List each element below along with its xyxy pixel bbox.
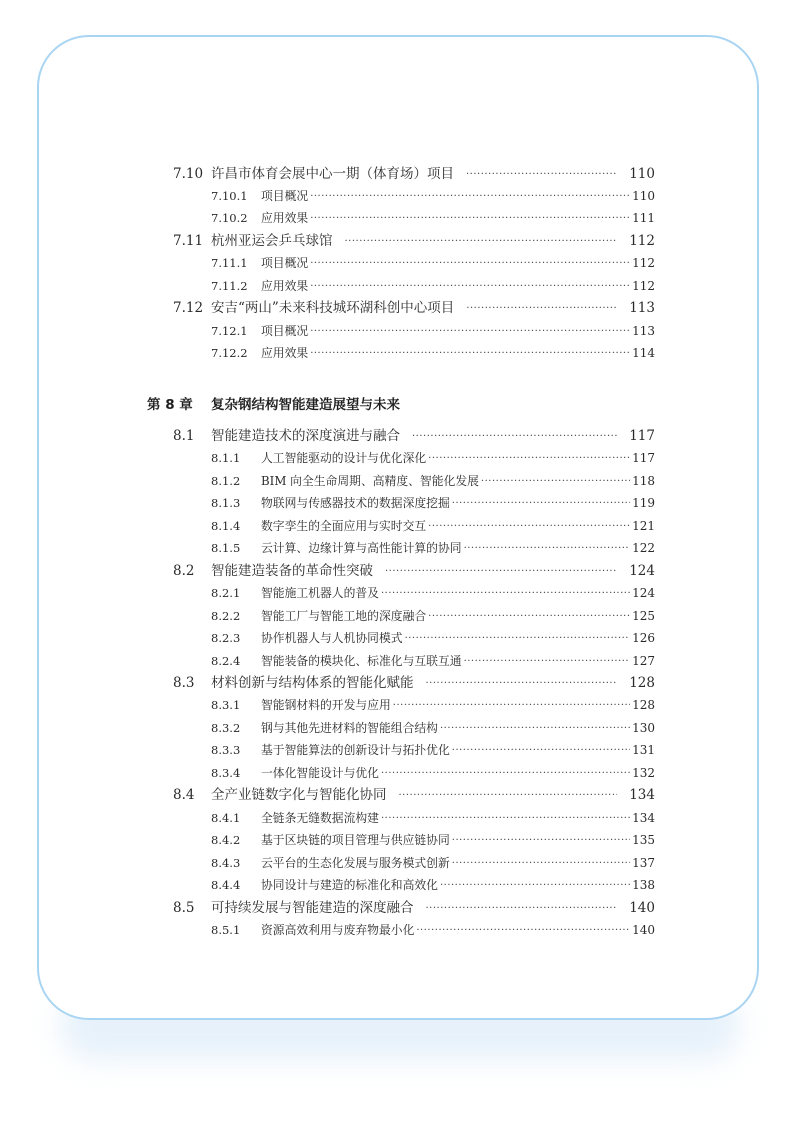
entry-page: 124 <box>632 586 655 600</box>
entry-page: 111 <box>632 211 655 225</box>
dot-leader <box>381 763 630 785</box>
entry-title: 杭州亚运会乒乓球馆 <box>211 233 333 249</box>
entry-title: 项目概况 <box>261 256 309 270</box>
toc-entry-7-11[interactable] <box>173 230 655 252</box>
entry-number: 8.1.5 <box>211 541 241 555</box>
dot-leader <box>416 920 630 942</box>
entry-number: 7.11.2 <box>211 279 248 293</box>
dot-leader <box>310 321 630 343</box>
entry-title: 项目概况 <box>261 324 309 338</box>
toc-entry-8-4-2[interactable] <box>211 829 655 851</box>
toc-entry-8-2-2[interactable] <box>211 605 655 627</box>
entry-title: 数字孪生的全面应用与实时交互 <box>261 519 427 533</box>
entry-number: 7.11.1 <box>211 256 248 270</box>
entry-number: 8.2 <box>173 563 195 579</box>
entry-title: 项目概况 <box>261 189 309 203</box>
entry-page: 112 <box>629 233 655 249</box>
entry-page: 130 <box>632 721 655 735</box>
dot-leader <box>426 673 618 695</box>
entry-title: 人工智能驱动的设计与优化深化 <box>261 451 427 465</box>
entry-page: 124 <box>629 563 655 579</box>
dot-leader <box>428 516 630 538</box>
dot-leader <box>393 695 630 717</box>
entry-number: 7.11 <box>173 233 204 249</box>
dot-leader <box>381 808 630 830</box>
toc-entry-8-1-5[interactable] <box>211 537 655 559</box>
toc-entry-8-3[interactable] <box>173 672 655 694</box>
entry-title: 可持续发展与智能建造的深度融合 <box>211 900 414 916</box>
dot-leader <box>452 740 630 762</box>
toc-entry-7-11-1[interactable] <box>211 252 655 274</box>
entry-page: 121 <box>632 519 655 533</box>
entry-page: 117 <box>632 451 655 465</box>
entry-number: 7.12.1 <box>211 324 248 338</box>
toc-entry-8-1-4[interactable] <box>211 515 655 537</box>
toc-entry-8-4-3[interactable] <box>211 852 655 874</box>
dot-leader <box>481 471 630 493</box>
dot-leader <box>385 561 617 583</box>
entry-page: 114 <box>632 346 655 360</box>
entry-title: 智能工厂与智能工地的深度融合 <box>261 609 427 623</box>
entry-page: 125 <box>632 609 655 623</box>
entry-number: 8.3 <box>173 675 195 691</box>
entry-title: 智能建造装备的革命性突破 <box>211 563 373 579</box>
dot-leader <box>310 276 630 298</box>
toc-entry-8-3-4[interactable] <box>211 762 655 784</box>
toc-entry-7-10[interactable] <box>173 163 655 185</box>
toc-entry-7-12-1[interactable] <box>211 320 655 342</box>
entry-page: 113 <box>629 300 655 316</box>
entry-title: 基于智能算法的创新设计与拓扑优化 <box>261 743 450 757</box>
entry-page: 112 <box>632 256 655 270</box>
entry-page: 138 <box>632 878 655 892</box>
entry-title: 安吉“两山”未来科技城环湖科创中心项目 <box>211 300 455 316</box>
toc-entry-8-2[interactable] <box>173 560 655 582</box>
entry-page: 137 <box>632 856 655 870</box>
entry-number: 7.12 <box>173 300 204 316</box>
dot-leader <box>412 426 617 448</box>
toc-entry-8-3-3[interactable] <box>211 739 655 761</box>
entry-number: 8.3.3 <box>211 743 241 757</box>
entry-number: 7.10 <box>173 166 204 182</box>
entry-title: 智能建造技术的深度演进与融合 <box>211 428 400 444</box>
toc-entry-7-10-2[interactable] <box>211 207 655 229</box>
entry-title: 钢与其他先进材料的智能组合结构 <box>261 721 438 735</box>
dot-leader <box>428 448 630 470</box>
entry-number: 8.4 <box>173 787 195 803</box>
entry-number: 8.3.1 <box>211 698 241 712</box>
dot-leader <box>310 208 630 230</box>
dot-leader <box>464 538 631 560</box>
entry-page: 140 <box>629 900 655 916</box>
entry-number: 8.1.1 <box>211 451 241 465</box>
entry-number: 8.1.3 <box>211 496 241 510</box>
entry-number: 8.1.4 <box>211 519 241 533</box>
entry-number: 7.10.2 <box>211 211 248 225</box>
dot-leader <box>310 253 630 275</box>
entry-title: 物联网与传感器技术的数据深度挖掘 <box>261 496 450 510</box>
chapter-heading[interactable] <box>147 392 400 414</box>
toc-entry-8-5-1[interactable] <box>211 919 655 941</box>
entry-title: 全产业链数字化与智能化协同 <box>211 787 387 803</box>
entry-number: 8.2.3 <box>211 631 241 645</box>
chapter-number: 第 8 章 <box>147 397 193 413</box>
entry-title: 资源高效利用与废弃物最小化 <box>261 923 415 937</box>
entry-page: 126 <box>632 631 655 645</box>
toc-entry-8-2-3[interactable] <box>211 627 655 649</box>
entry-title: 协作机器人与人机协同模式 <box>261 631 403 645</box>
entry-title: 智能施工机器人的普及 <box>261 586 379 600</box>
dot-leader <box>310 186 630 208</box>
entry-number: 8.2.2 <box>211 609 241 623</box>
entry-number: 7.10.1 <box>211 189 248 203</box>
dot-leader <box>440 875 630 897</box>
entry-number: 8.5.1 <box>211 923 241 937</box>
toc-entry-7-10-1[interactable] <box>211 185 655 207</box>
entry-page: 134 <box>632 811 655 825</box>
dot-leader <box>440 718 630 740</box>
entry-title: 应用效果 <box>261 279 309 293</box>
entry-page: 110 <box>629 166 655 182</box>
toc-entry-8-1-2[interactable] <box>211 470 655 492</box>
entry-number: 8.2.1 <box>211 586 241 600</box>
dot-leader <box>466 298 617 320</box>
entry-page: 135 <box>632 833 655 847</box>
toc-entry-8-3-1[interactable] <box>211 694 655 716</box>
toc-entry-8-1-3[interactable] <box>211 492 655 514</box>
toc-entry-8-2-4[interactable] <box>211 650 655 672</box>
dot-leader <box>452 493 630 515</box>
entry-title: 云平台的生态化发展与服务模式创新 <box>261 856 450 870</box>
dot-leader <box>426 898 618 920</box>
entry-page: 117 <box>629 428 655 444</box>
entry-title: BIM 向全生命周期、高精度、智能化发展 <box>261 474 479 488</box>
entry-number: 8.3.4 <box>211 766 241 780</box>
toc-entry-8-2-1[interactable] <box>211 582 655 604</box>
entry-title: 材料创新与结构体系的智能化赋能 <box>211 675 414 691</box>
toc-entry-8-5[interactable] <box>173 897 655 919</box>
entry-number: 8.1.2 <box>211 474 241 488</box>
entry-number: 8.4.2 <box>211 833 241 847</box>
entry-title: 应用效果 <box>261 346 309 360</box>
entry-number: 8.5 <box>173 900 195 916</box>
toc-entry-8-4[interactable] <box>173 784 655 806</box>
dot-leader <box>428 606 630 628</box>
toc-entry-8-4-4[interactable] <box>211 874 655 896</box>
dot-leader <box>345 231 618 253</box>
toc-entry-8-1[interactable] <box>173 425 655 447</box>
toc-entry-8-4-1[interactable] <box>211 807 655 829</box>
entry-number: 8.4.1 <box>211 811 241 825</box>
entry-number: 8.3.2 <box>211 721 241 735</box>
entry-page: 122 <box>632 541 655 555</box>
entry-page: 119 <box>632 496 655 510</box>
dot-leader <box>381 583 630 605</box>
dot-leader <box>310 343 630 365</box>
entry-title: 许昌市体育会展中心一期（体育场）项目 <box>211 166 454 182</box>
toc-entry-8-1-1[interactable] <box>211 447 655 469</box>
toc-entry-7-12[interactable] <box>173 297 655 319</box>
entry-number: 8.2.4 <box>211 654 241 668</box>
entry-title: 基于区块链的项目管理与供应链协同 <box>261 833 450 847</box>
entry-page: 131 <box>632 743 655 757</box>
entry-page: 140 <box>632 923 655 937</box>
entry-page: 134 <box>629 787 655 803</box>
entry-page: 110 <box>632 189 655 203</box>
entry-title: 全链条无缝数据流构建 <box>261 811 379 825</box>
entry-title: 智能装备的模块化、标准化与互联互通 <box>261 654 462 668</box>
entry-title: 协同设计与建造的标准化和高效化 <box>261 878 438 892</box>
dot-leader <box>464 651 631 673</box>
toc-entry-7-12-2[interactable] <box>211 342 655 364</box>
dot-leader <box>399 785 618 807</box>
entry-number: 8.4.3 <box>211 856 241 870</box>
dot-leader <box>466 164 617 186</box>
entry-title: 云计算、边缘计算与高性能计算的协同 <box>261 541 462 555</box>
entry-title: 应用效果 <box>261 211 309 225</box>
entry-page: 127 <box>632 654 655 668</box>
entry-title: 一体化智能设计与优化 <box>261 766 379 780</box>
toc-entry-8-3-2[interactable] <box>211 717 655 739</box>
dot-leader <box>405 628 631 650</box>
entry-page: 132 <box>632 766 655 780</box>
entry-number: 7.12.2 <box>211 346 248 360</box>
entry-number: 8.4.4 <box>211 878 241 892</box>
chapter-title: 复杂钢结构智能建造展望与未来 <box>211 397 400 413</box>
dot-leader <box>452 830 630 852</box>
entry-number: 8.1 <box>173 428 195 444</box>
entry-page: 128 <box>632 698 655 712</box>
entry-title: 智能钢材料的开发与应用 <box>261 698 391 712</box>
entry-page: 112 <box>632 279 655 293</box>
entry-page: 128 <box>629 675 655 691</box>
entry-page: 118 <box>632 474 655 488</box>
entry-page: 113 <box>632 324 655 338</box>
dot-leader <box>452 853 630 875</box>
toc-entry-7-11-2[interactable] <box>211 275 655 297</box>
